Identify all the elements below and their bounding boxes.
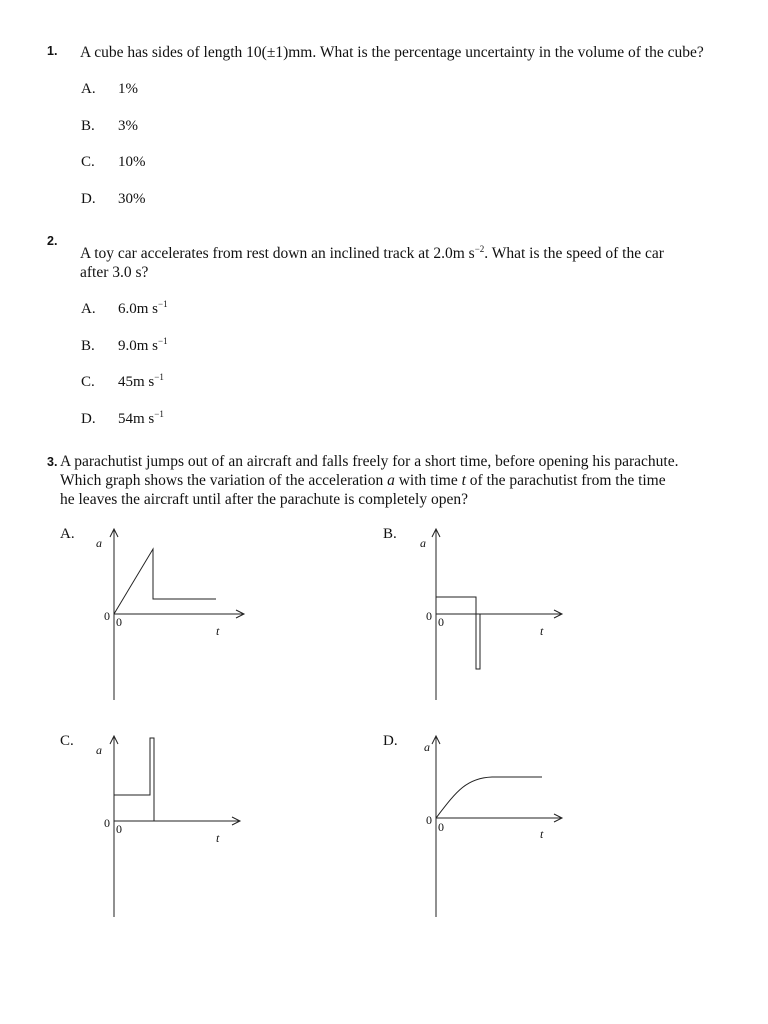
question-stem-line: after 3.0 s?: [80, 264, 149, 281]
unit: m s: [452, 245, 475, 262]
origin-label-y: 0: [104, 609, 110, 623]
y-axis-label: a: [96, 743, 102, 757]
x-axis-label: t: [216, 831, 220, 845]
origin-label-y: 0: [426, 609, 432, 623]
origin-label-y: 0: [104, 816, 110, 830]
option-value: 3%: [118, 118, 138, 134]
question-number: 3.: [47, 455, 58, 469]
option-value: 45m $s^{-1}$: [118, 372, 164, 390]
graph-b: [412, 525, 572, 705]
option-value: 1%: [118, 81, 138, 97]
graph-letter: A.: [60, 526, 75, 542]
axes: [110, 736, 240, 917]
axes: [110, 529, 244, 700]
y-axis-label: a: [420, 536, 426, 550]
question-number: 2.: [47, 234, 58, 248]
question-number: 1.: [47, 44, 58, 58]
stem-text: A toy car accelerates from rest down an inclined track at 2.0: [80, 245, 453, 262]
option-letter: D.: [81, 411, 96, 427]
option-letter: B.: [81, 338, 95, 354]
origin-label-x: 0: [116, 615, 122, 629]
graph-letter: B.: [383, 526, 397, 542]
origin-label-x: 0: [438, 820, 444, 834]
option-letter: C.: [81, 154, 95, 170]
origin-label-y: 0: [426, 813, 432, 827]
stem-text: . What is the speed of the car: [484, 245, 664, 262]
option-letter: C.: [81, 374, 95, 390]
option-letter: A.: [81, 81, 96, 97]
question-stem-line: Which graph shows the variation of the acceleration a with time t of the parachutist from the time: [60, 472, 666, 489]
graph-d: [412, 732, 572, 922]
graph-letter: C.: [60, 733, 74, 749]
option-value: 54m $s^{-1}$: [118, 409, 164, 427]
origin-label-x: 0: [116, 822, 122, 836]
y-axis-label: a: [424, 740, 430, 754]
x-axis-label: t: [540, 624, 544, 638]
x-axis-label: t: [216, 624, 220, 638]
option-value: 6.0m $s^{-1}$: [118, 299, 168, 317]
y-axis-label: a: [96, 536, 102, 550]
question-stem-line: he leaves the aircraft until after the parachute is completely open?: [60, 491, 468, 508]
question-stem-line: A parachutist jumps out of an aircraft and falls freely for a short time, before opening his parachute.: [60, 453, 679, 470]
graph-c: [90, 732, 250, 922]
graph-a-curve: [114, 549, 216, 614]
option-letter: D.: [81, 191, 96, 207]
x-axis-label: t: [540, 827, 544, 841]
option-value: 10%: [118, 154, 146, 170]
exponent: −2: [474, 244, 485, 254]
option-value: 30%: [118, 191, 146, 207]
option-letter: B.: [81, 118, 95, 134]
graph-d-curve: [436, 777, 542, 818]
option-value: 9.0m $s^{-1}$: [118, 336, 168, 354]
option-letter: A.: [81, 301, 96, 317]
graph-a: [90, 525, 250, 705]
question-stem-line: [80, 245, 720, 263]
origin-label-x: 0: [438, 615, 444, 629]
graph-c-curve: [114, 738, 236, 821]
graph-letter: D.: [383, 733, 398, 749]
question-stem: A cube has sides of length 10(±1)mm. What is the percentage uncertainty in the volume of the cube?: [80, 44, 704, 61]
